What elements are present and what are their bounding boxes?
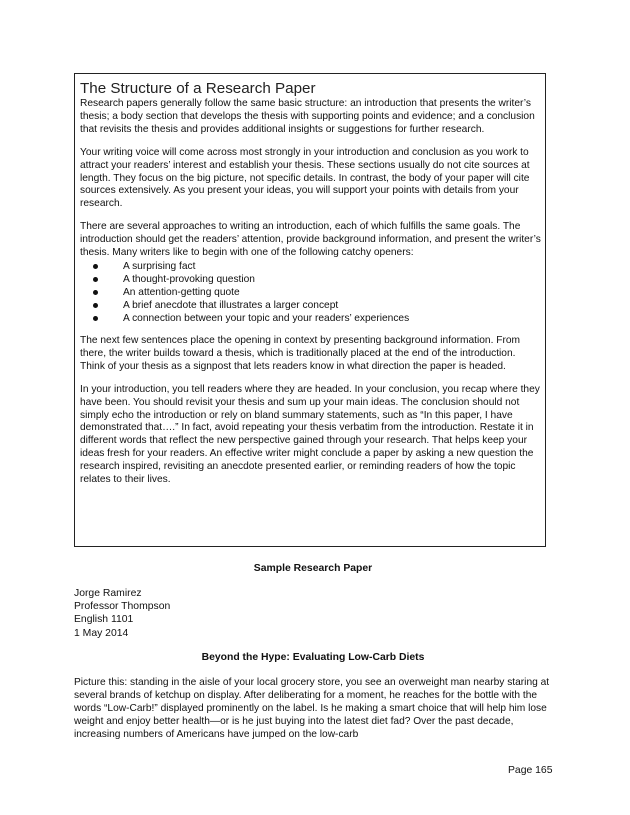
openers-list — [80, 260, 541, 325]
course-name: English 1101 — [74, 614, 134, 626]
box-paragraph-2: Your writing voice will come across most strongly in your introduction and conclusion as you work to attract your readers’ interest and establish your thesis. These sections usually do not cite sources at length. They focus on the big picture, not specific details. In contrast, the body of your paper will cite sources extensively. As you present your ideas, you will support your points with details from your research. — [80, 146, 530, 210]
box-paragraph-1: Research papers generally follow the same basic structure: an introduction that presents the writer’s thesis; a body section that develops the thesis with supporting points and evidence; and a conclusion that revisits the thesis and provides additional insights or suggestions for further research. — [80, 98, 535, 135]
list-item: A thought-provoking question — [80, 273, 541, 286]
list-item: A brief anecdote that illustrates a larger concept — [80, 299, 541, 312]
sample-paper-heading: Sample Research Paper — [253, 563, 373, 574]
page-number: Page 165 — [508, 765, 553, 776]
list-item: An attention-getting quote — [80, 286, 541, 299]
author-name: Jorge Ramirez — [74, 588, 142, 599]
box-title: The Structure of a Research Paper — [80, 80, 316, 97]
paper-title: Beyond the Hype: Evaluating Low-Carb Diets — [201, 652, 425, 663]
paper-date: 1 May 2014 — [74, 627, 129, 639]
list-item: A connection between your topic and your readers’ experiences — [80, 312, 541, 325]
box-paragraph-4: The next few sentences place the opening in context by presenting background information. From there, the writer builds toward a thesis, which is traditionally placed at the end of the introduction. Think of your thesis as a signpost that lets readers know in what direction the paper is headed. — [80, 334, 521, 372]
instructor-name: Professor Thompson — [74, 601, 171, 613]
list-item: A surprising fact — [80, 260, 541, 273]
paper-header-block — [74, 587, 170, 640]
research-structure-box — [74, 73, 546, 547]
box-paragraph-5: In your introduction, you tell readers where they are headed. In your conclusion, you recap where they have been. You should revisit your thesis and sum up your main ideas. The conclusion should not simply echo the introduction or rely on bland summary statements, such as “In this paper, I have demonstrated that….” In fact, avoid repeating your thesis verbatim from the introduction. Restate it in different words that reflect the new perspective gained through your research. That helps keep your ideas fresh for your readers. An effective writer might conclude a paper by asking a new question the research inspired, revisiting an anecdote presented earlier, or reminding readers of how the topic relates to their lives. — [80, 383, 540, 486]
opening-paragraph: Picture this: standing in the aisle of your local grocery store, you see an overweight man nearby staring at several brands of ketchup on display. After deliberating for a moment, he reaches for the bottle with the words “Low-Carb!” displayed prominently on the label. Is he making a smart choice that will help him lose weight and enjoy better health—or is he just buying into the latest diet fad? Over the past decade, increasing numbers of Americans have jumped on the low-carb — [74, 677, 550, 741]
box-paragraph-3: There are several approaches to writing an introduction, each of which fulfills the same goals. The introduction should get the readers’ attention, provide background information, and present the writer’s thesis. Many writers like to begin with one of the following catchy openers: — [80, 221, 541, 259]
